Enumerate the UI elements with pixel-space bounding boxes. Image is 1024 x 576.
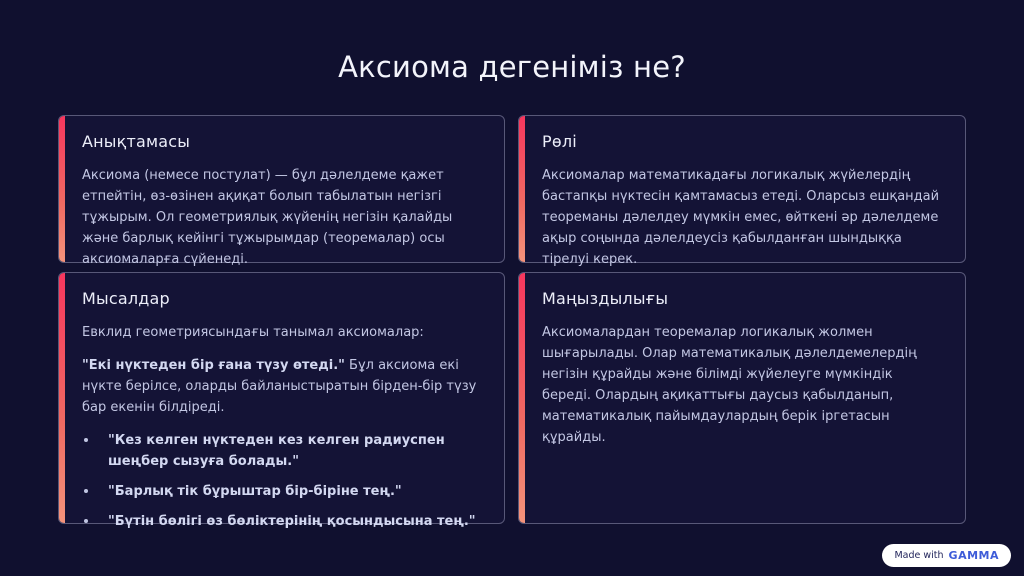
badge-prefix-label: Made with bbox=[894, 550, 944, 561]
card-accent-bar bbox=[59, 273, 65, 523]
card-heading: Маңыздылығы bbox=[542, 289, 669, 308]
gamma-logo: GAMMA bbox=[948, 549, 999, 562]
card-heading: Анықтамасы bbox=[82, 132, 191, 151]
list-item bbox=[82, 430, 482, 472]
card-accent-bar bbox=[519, 116, 525, 262]
card-heading: Рөлі bbox=[542, 132, 577, 151]
bullet-text: "Бүтін бөлігі өз бөліктерінің қосындысына тең." bbox=[108, 514, 476, 530]
bullet-dot-icon bbox=[84, 489, 88, 493]
bullet-dot-icon bbox=[84, 519, 88, 523]
bullet-dot-icon bbox=[84, 438, 88, 442]
axiom-quote-bold: "Екі нүктеден бір ғана түзу өтеді." bbox=[82, 358, 345, 374]
card-body-text: Аксиомалардан теоремалар логикалық жолмен шығарылады. Олар математикалық дәлелдемелердің негізін құрайды және білімді жүйелеуге мүмкіндік береді. Олардың ақиқаттығы даусыз қабылданып, математикалық пайымдаулардың берік іргетасын құрайды. bbox=[542, 325, 917, 446]
card-definition bbox=[58, 115, 505, 268]
bullet-text: "Кез келген нүктеден кез келген радиуспен шеңбер сызуға болады." bbox=[108, 433, 445, 470]
card-example-paragraph bbox=[82, 355, 482, 418]
card-body-text: Аксиома (немесе постулат) — бұл дәлелдеме қажет етпейтін, өз-өзінен ақиқат болып табылатын негізгі тұжырым. Ол геометриялық жүйенің негізін қалайды және барлық кейінгі тұжырымдар (теоремалар) осы аксиомаларға сүйенеді. bbox=[82, 168, 453, 268]
card-heading: Мысалдар bbox=[82, 289, 170, 308]
page-title: Аксиома дегеніміз не? bbox=[338, 50, 686, 84]
card-intro-text: Евклид геометриясындағы танымал аксиомалар: bbox=[82, 325, 424, 340]
card-accent-bar bbox=[519, 273, 525, 523]
card-accent-bar bbox=[59, 116, 65, 262]
card-importance bbox=[518, 272, 966, 524]
axiom-quote-explanation: Бұл аксиома екі нүкте берілсе, оларды байланыстыратын бірден-бір түзу бар екенін білдіреді. bbox=[82, 358, 477, 416]
list-item bbox=[82, 511, 482, 532]
list-item bbox=[82, 481, 482, 502]
bullet-text: "Барлық тік бұрыштар бір-біріне тең." bbox=[108, 484, 402, 500]
made-with-gamma-badge[interactable] bbox=[882, 544, 1011, 567]
card-examples bbox=[58, 272, 505, 530]
card-body-text: Аксиомалар математикадағы логикалық жүйелердің бастапқы нүктесін қамтамасыз етеді. Оларсыз ешқандай теореманы дәлелдеу мүмкін емес, өйткені әр дәлелдеме ақыр соңында дәлелдеусіз қабылданған шындыққа тірелуі керек. bbox=[542, 168, 940, 268]
card-role bbox=[518, 115, 966, 268]
axiom-bullet-list bbox=[82, 430, 482, 532]
